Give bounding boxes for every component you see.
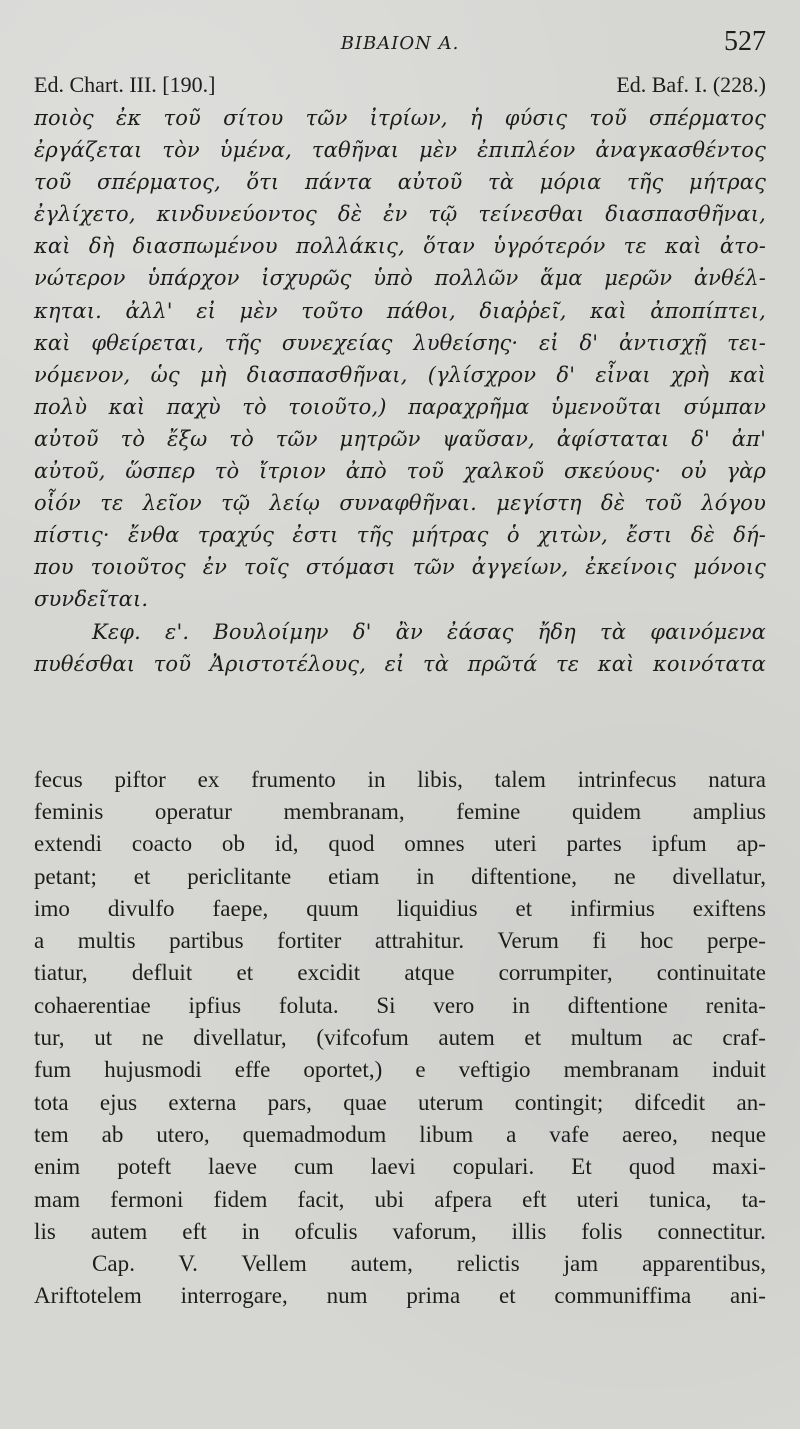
latin-line: fum hujusmodi effe oportet,) e veftigio membranam induit bbox=[34, 1057, 766, 1083]
latin-chapter-heading-line: Cap. V. Vellem autem, relictis jam apparentibus, bbox=[92, 1251, 766, 1277]
latin-line: tur, ut ne divellatur, (vifcofum autem et multum ac craf- bbox=[34, 1025, 766, 1051]
page-header bbox=[34, 28, 766, 70]
greek-line: αὐτοῦ τὸ ἔξω τὸ τῶν μητρῶν ψαῦσαν, ἀφίσταται δ' ἀπ' bbox=[34, 426, 766, 451]
latin-line: fecus piftor ex frumento in libis, talem intrinfecus natura bbox=[34, 766, 766, 792]
latin-line: enim poteft laeve cum laevi copulari. Et quod maxi- bbox=[34, 1154, 766, 1180]
latin-line: mam fermoni fidem facit, ubi afpera eft uteri tunica, ta- bbox=[34, 1186, 766, 1212]
latin-line: lis autem eft in ofculis vaforum, illis folis connectitur. bbox=[34, 1218, 766, 1244]
page-number: 527 bbox=[724, 26, 766, 57]
running-head: BIBAION A. bbox=[340, 33, 460, 54]
latin-line: Ariftotelem interrogare, num prima et communiffima ani- bbox=[34, 1283, 766, 1309]
latin-line: tota ejus externa pars, quae uterum contingit; difcedit an- bbox=[34, 1089, 766, 1115]
latin-line: feminis operatur membranam, femine quidem amplius bbox=[34, 798, 766, 824]
greek-text-block bbox=[34, 102, 766, 680]
greek-line: νόμενον, ὡς μὴ διασπασθῆναι, (γλίσχρον δ' εἶναι χρὴ καὶ bbox=[34, 362, 766, 387]
greek-line: καὶ φθείρεται, τῆς συνεχείας λυθείσης· εἰ δ' ἀντισχῇ τει- bbox=[34, 330, 766, 355]
greek-line: πίστις· ἔνθα τραχύς ἐστι τῆς μήτρας ὁ χιτὼν, ἔστι δὲ δή- bbox=[34, 523, 766, 548]
edition-references bbox=[34, 70, 766, 100]
greek-line: πολὺ καὶ παχὺ τὸ τοιοῦτο,) παραχρῆμα ὑμενοῦται σύμπαν bbox=[34, 394, 766, 419]
greek-line: οἷόν τε λεῖον τῷ λείῳ συναφθῆναι. μεγίστη δὲ τοῦ λόγου bbox=[34, 491, 766, 516]
latin-line: tiatur, defluit et excidit atque corrumpiter, continuitate bbox=[34, 960, 766, 986]
edition-left: Ed. Chart. III. [190.] bbox=[34, 72, 216, 97]
greek-line: που τοιοῦτος ἐν τοῖς στόμασι τῶν ἀγγείων, ἐκείνοις μόνοις bbox=[34, 555, 766, 580]
greek-line: πυθέσθαι τοῦ Ἀριστοτέλους, εἰ τὰ πρῶτά τε καὶ κοινότατα bbox=[34, 651, 766, 676]
edition-right: Ed. Baf. I. (228.) bbox=[616, 72, 766, 97]
greek-chapter-heading-line: Κεφ. ε'. Βουλοίμην δ' ἂν ἐάσας ἤδη τὰ φαινόμενα bbox=[92, 619, 766, 644]
greek-line: τοῦ σπέρματος, ὅτι πάντα αὐτοῦ τὰ μόρια τῆς μήτρας bbox=[34, 170, 766, 195]
greek-line: κηται. ἀλλ' εἰ μὲν τοῦτο πάθοι, διαῤῥεῖ, καὶ ἀποπίπτει, bbox=[34, 298, 766, 323]
latin-line: imo divulfo faepe, quum liquidius et infirmius exiftens bbox=[34, 895, 766, 921]
greek-line: καὶ δὴ διασπωμένου πολλάκις, ὅταν ὑγρότερόν τε καὶ ἀτο- bbox=[34, 234, 766, 259]
latin-line: cohaerentiae ipfius foluta. Si vero in diftentione renita- bbox=[34, 992, 766, 1018]
latin-text-block bbox=[34, 764, 766, 1313]
latin-line: a multis partibus fortiter attrahitur. Verum fi hoc perpe- bbox=[34, 928, 766, 954]
latin-line: extendi coacto ob id, quod omnes uteri partes ipfum ap- bbox=[34, 831, 766, 857]
greek-line: αὐτοῦ, ὥσπερ τὸ ἴτριον ἀπὸ τοῦ χαλκοῦ σκεύους· οὐ γὰρ bbox=[34, 459, 766, 484]
greek-line: συνδεῖται. bbox=[34, 587, 149, 612]
greek-line: ἐγλίχετο, κινδυνεύοντος δὲ ἐν τῷ τείνεσθαι διασπασθῆναι, bbox=[34, 202, 766, 227]
greek-line: ἐργάζεται τὸν ὑμένα, ταθῆναι μὲν ἐπιπλέον ἀναγκασθέντος bbox=[34, 138, 766, 163]
greek-line: ποιὸς ἐκ τοῦ σίτου τῶν ἰτρίων, ἡ φύσις τοῦ σπέρματος bbox=[34, 106, 766, 130]
greek-line: νώτερον ὑπάρχον ἰσχυρῶς ὑπὸ πολλῶν ἅμα μερῶν ἀνθέλ- bbox=[34, 266, 766, 291]
latin-line: tem ab utero, quemadmodum libum a vafe aereo, neque bbox=[34, 1121, 766, 1147]
latin-line: petant; et periclitante etiam in diftentione, ne divellatur, bbox=[34, 863, 766, 889]
